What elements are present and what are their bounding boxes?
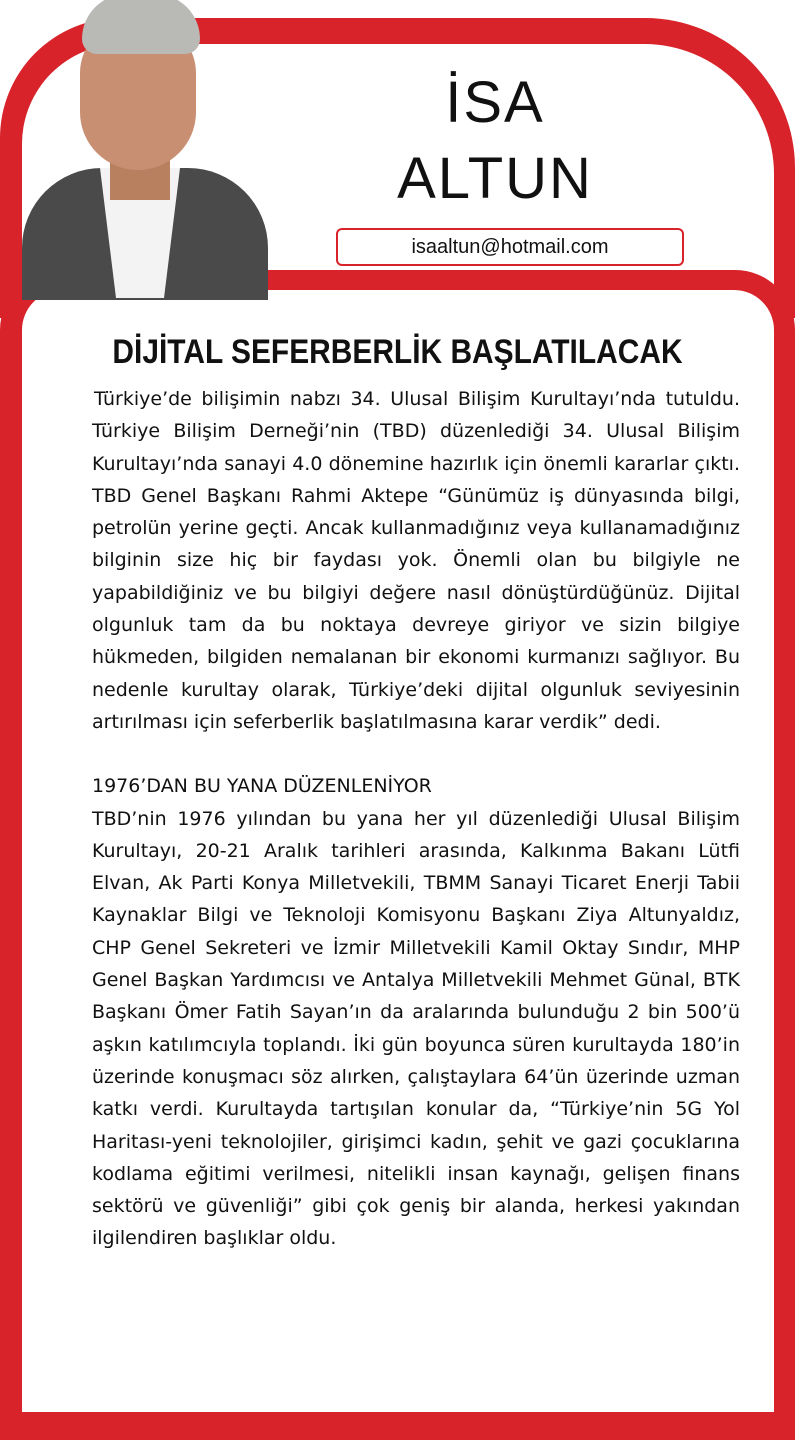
columnist-first-name: İSA [445,70,545,135]
columnist-email[interactable]: isaaltun@hotmail.com [336,228,684,266]
article-body [92,383,740,1255]
columnist-photo [22,0,268,300]
article-paragraph-2: TBD’nin 1976 yılından bu yana her yıl düzenlediği Ulusal Bilişim Kurultayı, 20-21 Aralık tarihleri arasında, Kalkınma Bakanı Lütfi Elvan, Ak Parti Konya Milletvekili, TBMM Sanayi Ticaret Enerji Tabii Kaynaklar Bilgi ve Teknoloji Komisyonu Başkanı Ziya Altunyaldız, CHP Genel Sekreteri ve İzmir Milletvekili Kamil Oktay Sındır, MHP Genel Başkan Yardımcısı ve Antalya Milletvekili Mehmet Günal, BTK Başkanı Ömer Fatih Sayan’ın da aralarında bulunduğu 2 bin 500’ü aşkın katılımcıyla toplandı. İki gün boyunca süren kurultayda 180’in üzerinde konuşmacı söz alırken, çalıştaylara 64’ün üzerinde uzman katkı verdi. Kurultayda tartışılan konular da, “Türkiye’nin 5G Yol Haritası-yeni teknolojiler, girişimci kadın, şehit ve gazi çocuklarına kodlama eğitimi verilmesi, nitelikli insan kaynağı, gelişen finans sektörü ve güvenliği” gibi çok geniş bir alanda, herkesi yakından ilgilendiren başlıklar oldu. [92,807,740,1250]
columnist-last-name: ALTUN [397,146,593,211]
article-subheading: 1976’DAN BU YANA DÜZENLENİYOR [92,775,432,798]
article-paragraph-1: Türkiye’de bilişimin nabzı 34. Ulusal Bilişim Kurultayı’nda tutuldu. Türkiye Bilişim Derneği’nin (TBD) düzenlediği 34. Ulusal Bilişim Kurultayı’nda sanayi 4.0 dönemine hazırlık için önemli kararlar çıktı. TBD Genel Başkanı Rahmi Aktepe “Günümüz iş dünyasında bilgi, petrolün yerine geçti. Ancak kullanmadığınız veya kullanamadığınız bilginin size hiç bir faydası yok. Önemli olan bu bilgiyle ne yapabildiğiniz ve bu bilgiyi değere nasıl dönüştürdüğünüz. Dijital olgunluk tam da bu noktaya devreye giriyor ve sizin bilgiye hükmeden, bilgiden nemalanan bir ekonomi kurmanızı sağlıyor. Bu nedenle kurultay olarak, Türkiye’deki dijital olgunluk seviyesinin artırılması için seferberlik başlatılmasına karar verdik” dedi. [92,388,740,733]
bottom-red-bar [0,1412,795,1440]
article-headline: DİJİTAL SEFERBERLİK BAŞLATILACAK [112,333,683,371]
